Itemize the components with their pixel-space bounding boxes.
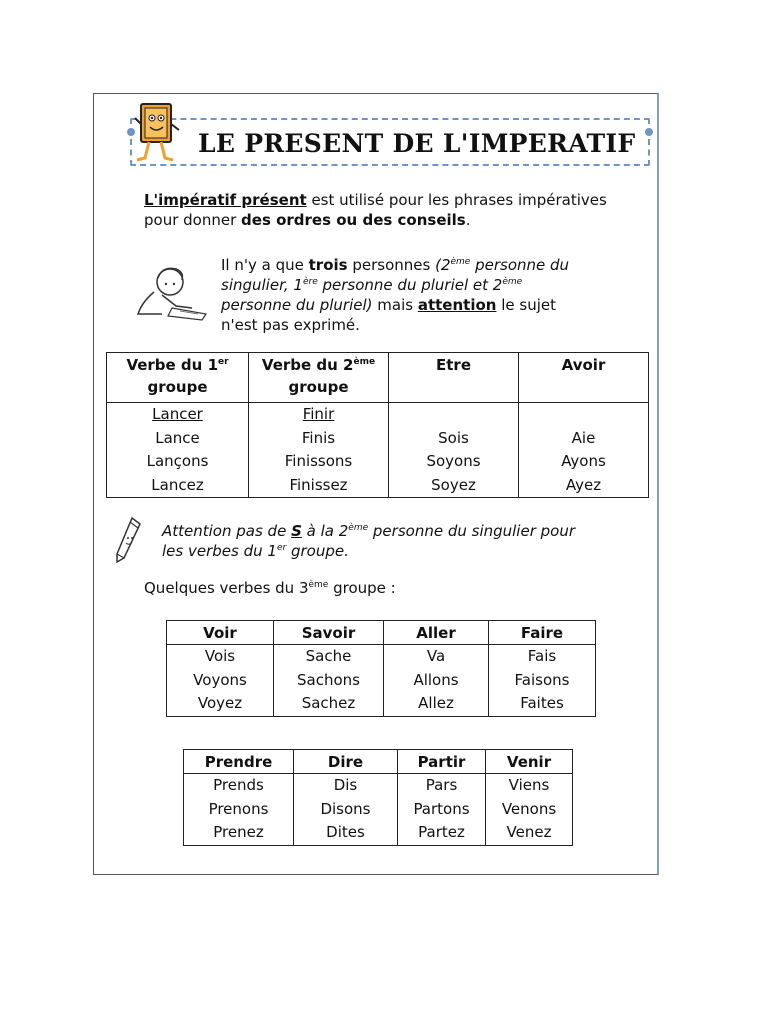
intro-term: L'impératif présent <box>144 191 307 209</box>
table-cell: Dites <box>326 823 365 841</box>
intro-line-2 <box>144 210 471 230</box>
intro-line-1 <box>144 190 607 210</box>
table-cell: Partez <box>418 823 465 841</box>
conjugation-table <box>106 352 649 498</box>
column-avoir <box>519 403 649 498</box>
table-cell: Sache <box>305 647 352 665</box>
table-cell <box>393 403 514 427</box>
table-cell: Voyons <box>193 670 247 689</box>
header-cell: Savoir <box>274 621 384 645</box>
superscript: er <box>218 357 229 367</box>
pencil-icon <box>112 516 144 566</box>
column-group-1 <box>107 403 249 498</box>
superscript: ème <box>502 277 523 287</box>
table-cell: Finissez <box>289 475 348 494</box>
table-cell: Venez <box>506 823 552 841</box>
intro-text-start: pour donner <box>144 211 242 229</box>
header-cell: Prendre <box>184 750 294 774</box>
table-header-row <box>107 353 649 403</box>
text-italic: à la 2 <box>301 522 349 540</box>
table-cell: Ayons <box>561 452 606 470</box>
table-column <box>274 645 384 717</box>
table-cell: Ayez <box>565 475 602 494</box>
header-text: groupe <box>147 378 208 396</box>
intro-text-end: . <box>465 211 471 229</box>
table-header-row <box>184 750 573 774</box>
column-etre <box>389 403 519 498</box>
column-group-2 <box>249 403 389 498</box>
text: Quelques verbes du 3 <box>144 579 309 597</box>
page-title: LE PRESENT DE L'IMPERATIF <box>198 129 636 158</box>
persons-paragraph <box>221 255 569 335</box>
warning-line-1 <box>162 521 575 541</box>
table-column <box>384 645 489 717</box>
persons-line-4: n'est pas exprimé. <box>221 316 360 334</box>
table-column <box>489 645 596 717</box>
header-cell: Dire <box>294 750 398 774</box>
table-cell: Sachons <box>297 670 360 689</box>
table-row <box>167 645 596 717</box>
table-cell: Prenons <box>208 799 269 818</box>
table-cell: Prends <box>213 776 264 794</box>
superscript: ème <box>450 257 471 267</box>
table-cell: Aie <box>571 428 596 447</box>
text-italic: singulier, 1 <box>221 276 303 294</box>
table-cell: Partons <box>413 799 470 818</box>
table-cell: Lance <box>155 428 200 447</box>
table-cell: Lançons <box>146 452 209 470</box>
table-cell: Sachez <box>301 694 356 712</box>
header-group-2 <box>249 353 389 403</box>
text-italic: (2 <box>435 256 451 274</box>
header-cell: Voir <box>167 621 274 645</box>
text-bold-underline: attention <box>417 296 497 314</box>
text-italic: Attention pas de <box>162 522 292 540</box>
header-cell: Venir <box>486 750 573 774</box>
table-cell: Venons <box>501 799 557 818</box>
table-cell: Finis <box>301 428 336 447</box>
table-header-row <box>167 621 596 645</box>
infinitive-cell: Lancer <box>152 405 203 423</box>
table-cell: Fais <box>527 647 557 665</box>
persons-line-3 <box>221 295 569 315</box>
third-group-table-1 <box>166 620 596 717</box>
table-cell: Vois <box>204 647 236 665</box>
table-cell: Pars <box>425 776 458 794</box>
header-text: groupe <box>288 378 349 396</box>
text-bold: trois <box>308 256 348 274</box>
text: personnes <box>347 256 436 274</box>
intro-text: est utilisé pour les phrases impératives <box>306 191 607 209</box>
table-cell: Allez <box>418 694 454 712</box>
table-cell: Prenez <box>213 823 264 841</box>
table-cell <box>523 403 644 427</box>
table-cell: Va <box>426 647 446 665</box>
table-cell: Allons <box>413 670 459 689</box>
table-cell: Faisons <box>514 670 570 689</box>
table-row <box>107 403 649 498</box>
book-mascot-icon <box>133 100 183 166</box>
table-cell: Lancez <box>151 475 204 494</box>
table-cell: Soyons <box>426 452 481 470</box>
table-column <box>294 774 398 846</box>
text: groupe : <box>328 579 396 597</box>
superscript: er <box>276 543 287 553</box>
table-column <box>167 645 274 717</box>
table-column <box>486 774 573 846</box>
table-cell: Viens <box>508 776 550 794</box>
table-column <box>184 774 294 846</box>
text-italic: personne du pluriel et 2 <box>317 276 503 294</box>
persons-line-1 <box>221 255 569 275</box>
header-cell: Aller <box>384 621 489 645</box>
table-cell: Dis <box>333 776 358 794</box>
text: Il n'y a que <box>221 256 309 274</box>
superscript: ère <box>302 277 318 287</box>
text-italic: personne du singulier pour <box>368 522 576 540</box>
header-text: Verbe du 1 <box>126 356 219 374</box>
text-italic: personne du pluriel) <box>221 296 373 314</box>
superscript: ème <box>348 523 369 533</box>
table-column <box>398 774 486 846</box>
table-cell: Sois <box>438 428 469 447</box>
header-group-1 <box>107 353 249 403</box>
intro-emphasis: des ordres ou des conseils <box>241 211 466 229</box>
child-reading-icon <box>132 262 212 324</box>
superscript: ème <box>353 357 376 367</box>
table-cell: Soyez <box>431 475 476 494</box>
header-cell: Partir <box>398 750 486 774</box>
table-row <box>184 774 573 846</box>
header-avoir: Avoir <box>519 353 649 403</box>
text: mais <box>372 296 418 314</box>
header-cell: Faire <box>489 621 596 645</box>
text-italic: les verbes du 1 <box>162 542 277 560</box>
header-etre: Etre <box>389 353 519 403</box>
header-text: Verbe du 2 <box>261 356 354 374</box>
text: le sujet <box>496 296 556 314</box>
warning-line-2 <box>162 541 349 561</box>
text-italic: groupe. <box>286 542 349 560</box>
table-cell: Finissons <box>284 452 353 470</box>
third-group-table-2 <box>183 749 573 846</box>
persons-line-2 <box>221 275 569 295</box>
infinitive-cell: Finir <box>302 405 335 423</box>
table-cell: Voyez <box>197 694 243 712</box>
text-bold-underline: S <box>291 522 302 540</box>
text-italic: personne du <box>470 256 570 274</box>
table-cell: Disons <box>320 799 371 818</box>
superscript: ème <box>308 580 329 590</box>
third-group-label <box>144 578 396 598</box>
table-cell: Faites <box>520 694 564 712</box>
